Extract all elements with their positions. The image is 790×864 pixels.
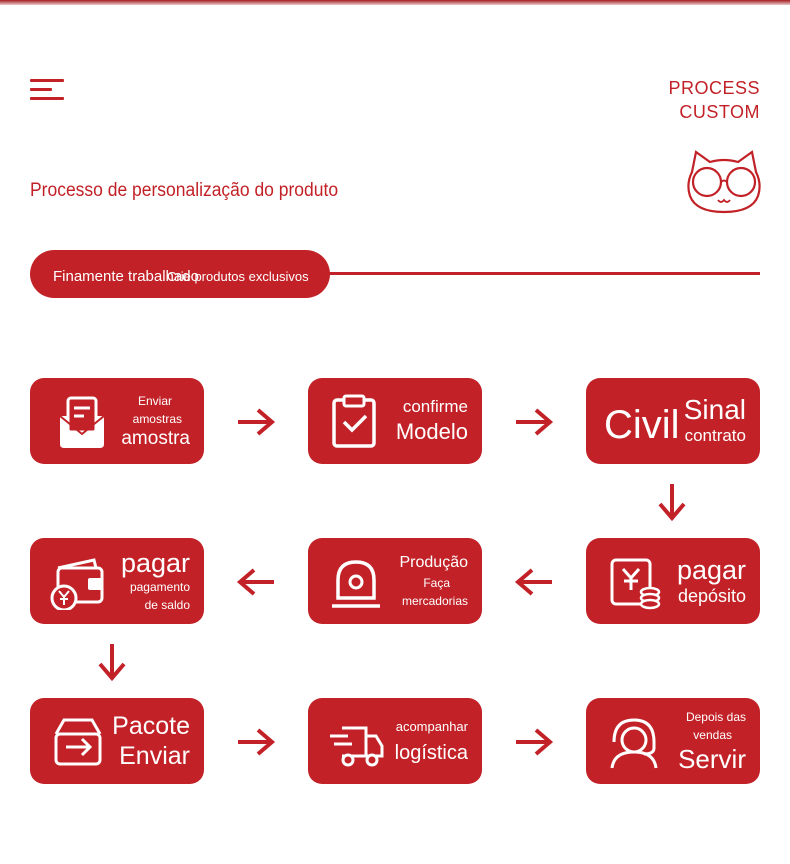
step-line: Produção [399, 554, 468, 571]
step-line: logística [394, 742, 468, 764]
step-line: depósito [677, 586, 746, 606]
menu-icon[interactable] [30, 79, 64, 101]
wallet-yen-icon [50, 554, 106, 610]
step-line: Servir [678, 744, 746, 774]
headset-support-icon [606, 714, 662, 770]
arrow-right-icon [512, 404, 556, 440]
step-line: contrato [684, 426, 746, 445]
process-custom-label [668, 76, 760, 124]
step-line: amostra [121, 428, 190, 449]
step-line: Enviar [137, 394, 172, 408]
cat-mascot-icon [686, 150, 762, 214]
step-line: Sinal [683, 394, 746, 425]
arrow-down-icon [650, 482, 694, 522]
yen-receipt-coins-icon [606, 554, 662, 610]
step-line: acompanhar [395, 719, 468, 734]
step-line: vendas [693, 728, 732, 742]
step-line: Modelo [395, 419, 468, 444]
delivery-truck-icon [328, 714, 384, 770]
step-production [308, 538, 482, 624]
arrow-left-icon [512, 564, 556, 600]
step-track-logistics [308, 698, 482, 784]
step-pay-balance [30, 538, 204, 624]
step-send-samples [30, 378, 204, 464]
step-line: Enviar [119, 742, 190, 770]
step-pay-deposit [586, 538, 760, 624]
step-line: de saldo [144, 598, 190, 612]
step-sign-contract [586, 378, 760, 464]
arrow-right-icon [234, 724, 278, 760]
package-send-icon [50, 714, 106, 770]
step-line: pagar [676, 555, 746, 585]
step-line: Faça [423, 576, 450, 590]
arrow-right-icon [512, 724, 556, 760]
step-line: Pacote [112, 712, 190, 740]
step-line: mercadorias [401, 594, 468, 608]
step-confirm-model [308, 378, 482, 464]
top-border [0, 0, 790, 5]
step-line: confirme [402, 397, 468, 416]
slogan-text-b: Crie produtos exclusivos [167, 269, 309, 284]
step-line: amostras [132, 412, 182, 426]
arrow-down-icon [90, 642, 134, 682]
step-line: pagamento [129, 580, 190, 594]
arrow-left-icon [234, 564, 278, 600]
step-package-send [30, 698, 204, 784]
production-lamp-icon [328, 554, 384, 610]
arrow-right-icon [234, 404, 278, 440]
step-line: Depois das [685, 710, 746, 724]
process-line: PROCESS [668, 78, 760, 98]
slogan-pill [30, 250, 330, 298]
pill-divider-line [300, 272, 760, 275]
slogan-text-a: Finamente trabalhado [53, 268, 199, 285]
clipboard-check-icon [328, 394, 384, 450]
custom-line: CUSTOM [679, 102, 760, 122]
step-big-word: Civil [604, 403, 680, 447]
step-line: pagar [120, 548, 190, 578]
envelope-document-icon [50, 394, 106, 450]
page-subtitle: Processo de personalização do produto [30, 180, 339, 201]
step-after-sales-service [586, 698, 760, 784]
